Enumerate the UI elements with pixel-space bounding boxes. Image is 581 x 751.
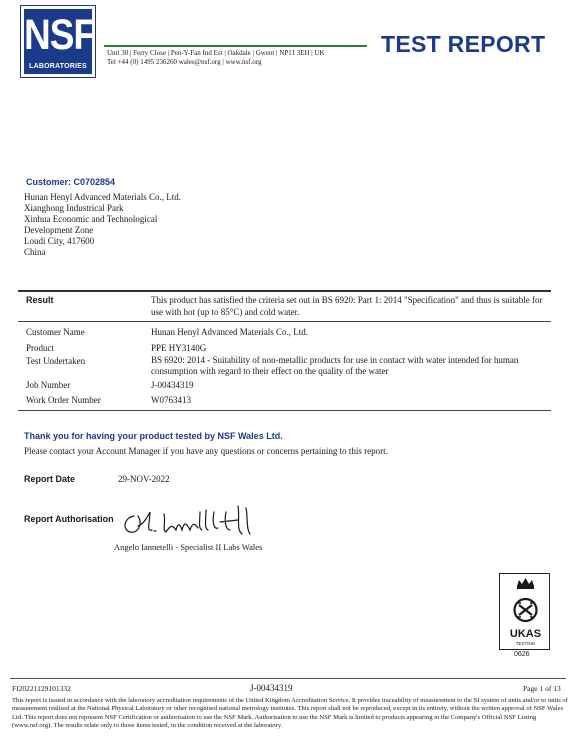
signature-image [120,504,260,540]
footer-page-number: Page 1 of 13 [523,684,561,693]
detail-label: Work Order Number [26,395,101,405]
ukas-mark [499,573,550,650]
header-address [107,49,325,67]
detail-label: Job Number [26,380,71,390]
footer-reference: FI20221129101332 [12,684,71,693]
result-label: Result [26,295,54,305]
result-bottom-rule [18,321,551,322]
result-top-rule [18,290,551,292]
detail-value: W0763413 [151,395,191,405]
detail-value: PPE HY3140G [151,343,207,353]
report-date-value: 29-NOV-2022 [118,474,170,484]
contact-text: Please contact your Account Manager if you have any questions or concerns pertaining to this report. [24,446,388,456]
report-title: TEST REPORT [381,31,546,57]
address-line-1: Unit 30 | Ferry Close | Pen-Y-Fan Ind Est | Oakdale | Gwent | NP11 3EH | UK [107,49,325,57]
ukas-number: 0626 [514,651,530,658]
thanks-text: Thank you for having your product tested by NSF Wales Ltd. [24,431,283,441]
detail-value: BS 6920: 2014 - Suitability of non-metallic products for use in contact with water intended for human consumption with regard to their effect on the quality of the water [151,355,519,376]
customer-address-line: Xianghong Industrical Park [24,202,124,213]
footer-job-number: J-00434319 [250,683,293,693]
logo-main-text: NSF [24,10,95,59]
detail-label: Product [26,343,54,353]
detail-label: Test Undertaken [26,356,86,366]
logo-sub-text: LABORATORIES [29,63,87,70]
customer-label: Customer: C0702854 [26,177,116,187]
customer-address-line: Hunan Henyl Advanced Materials Co., Ltd. [24,192,181,202]
address-line-2: Tel +44 (0) 1495 236260 wales@nsf.org | www.nsf.org [107,58,262,66]
detail-value: Hunan Henyl Advanced Materials Co., Ltd. [151,327,308,337]
customer-address-line: China [24,246,46,257]
report-authorisation-label: Report Authorisation [24,514,114,524]
nsf-logo-badge [24,9,95,74]
customer-address-line: Loudi City, 417600 [24,235,95,246]
signer-name: Angelo Iannetelli - Specialist II Labs Wales [114,542,263,552]
report-date-label: Report Date [24,474,76,484]
header-rule [104,45,367,47]
footer-rule [10,678,566,679]
customer-address-line: Development Zone [24,224,94,235]
result-text: This product has satisfied the criteria set out in BS 6920: Part 1: 2014 "Specification" and thus is suitable for use with hot (up to 85°C) and cold water. [151,295,543,317]
customer-address [24,192,181,257]
nsf-logo [20,5,96,78]
detail-value: J-00434319 [151,380,194,390]
customer-address-line: Xinhua Economic and Technological [24,213,158,224]
ukas-crown-icon [500,574,551,651]
details-bottom-rule [18,410,551,411]
footer-disclaimer: This report is issued in accordance with the laboratory accreditation requirements of the United Kingdom Accreditation Service. It provides traceability of measurement to the SI system of units and/or to units of measurement realised at the National Physical Laboratory or other recognised national metrology institutes. This report shall not be reproduced, except in its entirety, without the written approval of NSF Wales Ltd. This report does not represent NSF Certification or authorisation to use the NSF Mark. Authorisation to use the NSF Mark is limited to products appearing in the Company's Official NSF Listing (www.nsf.org). The results relate only to those items tested, in the condition received at the laboratory. [12,697,568,729]
ukas-sub: TESTING [515,641,536,646]
detail-label: Customer Name [26,327,85,337]
ukas-name: UKAS [509,628,542,640]
